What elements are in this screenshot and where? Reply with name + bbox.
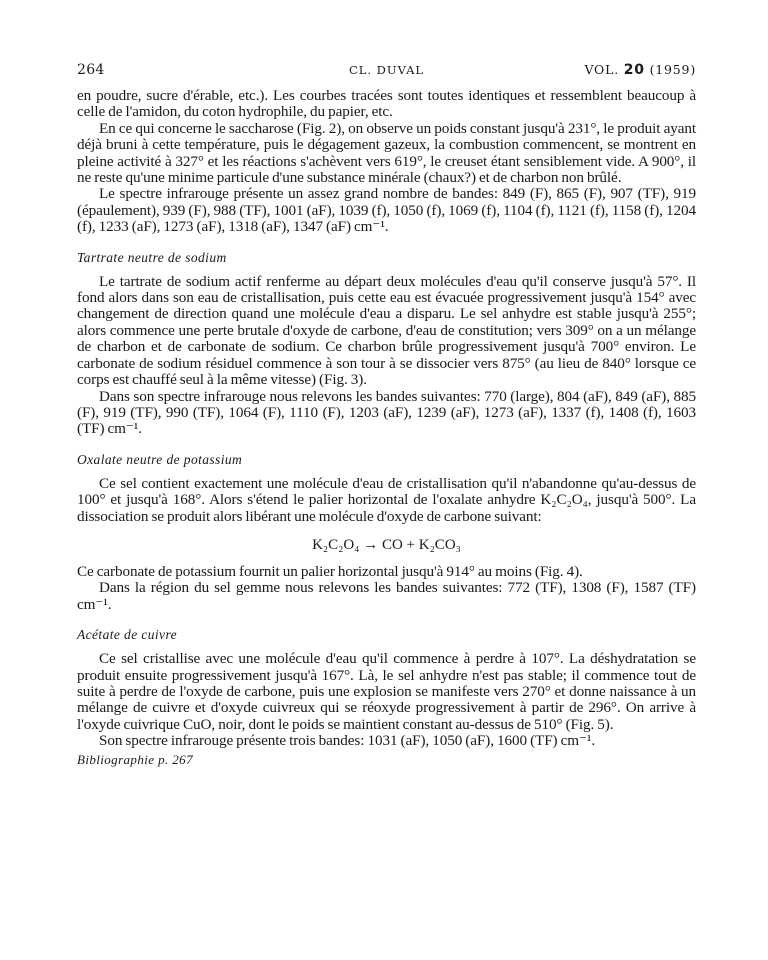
- section-title-oxalate: Oxalate neutre de potassium: [77, 451, 243, 467]
- paragraph-acetate-spectrum: Son spectre infrarouge présente trois bandes: 1031 (aF), 1050 (aF), 1600 (TF) cm⁻¹.: [99, 732, 596, 750]
- paragraph-oxalate: Ce sel contient exactement une molécule d'eau de cristallisation qu'il n'abandonne qu'au-dessus de 100° et jusqu'à 168°. Alors s'étend le palier horizontal de l'oxalate anhydre K₂C₂O₄, jusqu'à 500°. La dissociation se produit alors libérant une molécule d'oxyde de carbone suivant:: [77, 474, 696, 525]
- section-title-tartrate: Tartrate neutre de sodium: [77, 249, 227, 265]
- volume-number: 20: [623, 62, 645, 78]
- paragraph-oxalate-spectrum: Dans la région du sel gemme nous relevons les bandes suivantes: 772 (TF), 1308 (F), 1587 (TF) cm⁻¹.: [77, 579, 696, 613]
- page: [77, 62, 696, 768]
- page-number: 264: [77, 62, 105, 78]
- paragraph-saccharose-spectrum: Le spectre infrarouge présente un assez grand nombre de bandes: 849 (F), 865 (F), 907 (TF), 919 (épaulement), 939 (F), 988 (TF), 1001 (aF), 1039 (f), 1050 (f), 1069 (f), 1104 (f), 1121 (f), 1158 (f), 1204 (f), 1233 (aF), 1273 (aF), 1318 (aF), 1347 (aF) cm⁻¹.: [77, 185, 696, 236]
- reaction-equation: K₂C₂O₄ → CO + K₂CO₃: [312, 536, 461, 553]
- paragraph-saccharose: En ce qui concerne le saccharose (Fig. 2), on observe un poids constant jusqu'à 231°, le produit ayant déjà bruni à cette température, puis le dégagement gazeux, la combustion commencent, se montrent en pleine activité à 327° et les réactions s'achèvent vers 619°, le creuset étant sensiblement vide. A 900°, il ne reste qu'une minime particule d'une substance minérale (chaux?) et de charbon non brûlé.: [77, 119, 696, 187]
- running-author: CL. DUVAL: [348, 63, 425, 77]
- paragraph-tartrate: Le tartrate de sodium actif renferme au départ deux molécules d'eau qu'il conserve jusqu'à 57°. Il fond alors dans son eau de cristallisation, puis cette eau est évacuée progressivement jusqu'à 154° avec changement de direction quand une molécule d'eau a disparu. Le sel anhydre est stable jusqu'à 255°; alors commence une perte brutale d'oxyde de carbone, d'eau de constitution; vers 309° on a un mélange de charbon et de carbonate de sodium. Ce charbon brûle progressivement jusqu'à 700° environ. Le carbonate de sodium résiduel commence à son tour à se dissocier vers 875° (au lieu de 840° lorsque ce corps est chauffé seul à la même vitesse) (Fig. 3).: [77, 272, 696, 389]
- volume-prefix: VOL.: [584, 62, 619, 77]
- section-title-acetate: Acétate de cuivre: [77, 627, 177, 643]
- paragraph-oxalate-carbonate: Ce carbonate de potassium fournit un palier horizontal jusqu'à 914° au moins (Fig. 4).: [77, 562, 583, 580]
- paragraph-continuation: en poudre, sucre d'érable, etc.). Les courbes tracées sont toutes identiques et ressemblent beaucoup à celle de l'amidon, du coton hydrophile, du papier, etc.: [77, 87, 696, 121]
- bibliography-reference: Bibliographie p. 267: [77, 751, 193, 767]
- running-header: [77, 62, 696, 88]
- volume-year: (1959): [649, 62, 696, 77]
- paragraph-tartrate-spectrum: Dans son spectre infrarouge nous relevons les bandes suivantes: 770 (large), 804 (aF), 849 (aF), 885 (F), 919 (TF), 990 (TF), 1064 (F), 1110 (F), 1203 (aF), 1239 (aF), 1273 (aF), 1337 (f), 1408 (f), 1603 (TF) cm⁻¹.: [77, 387, 696, 438]
- volume-info: [584, 62, 696, 78]
- paragraph-acetate: Ce sel cristallise avec une molécule d'eau qu'il commence à perdre à 107°. La déshydratation se produit ensuite progressivement jusqu'à 167°. Là, le sel anhydre n'est pas stable; il commence tout de suite à perdre de l'oxyde de carbone, puis une explosion se manifeste vers 270° et donne naissance à un mélange de cuivre et d'oxyde cuivreux qui se réoxyde progressivement à partir de 296°. On arrive à l'oxyde cuivrique CuO, noir, dont le poids se maintient constant au-dessus de 510° (Fig. 5).: [77, 650, 696, 733]
